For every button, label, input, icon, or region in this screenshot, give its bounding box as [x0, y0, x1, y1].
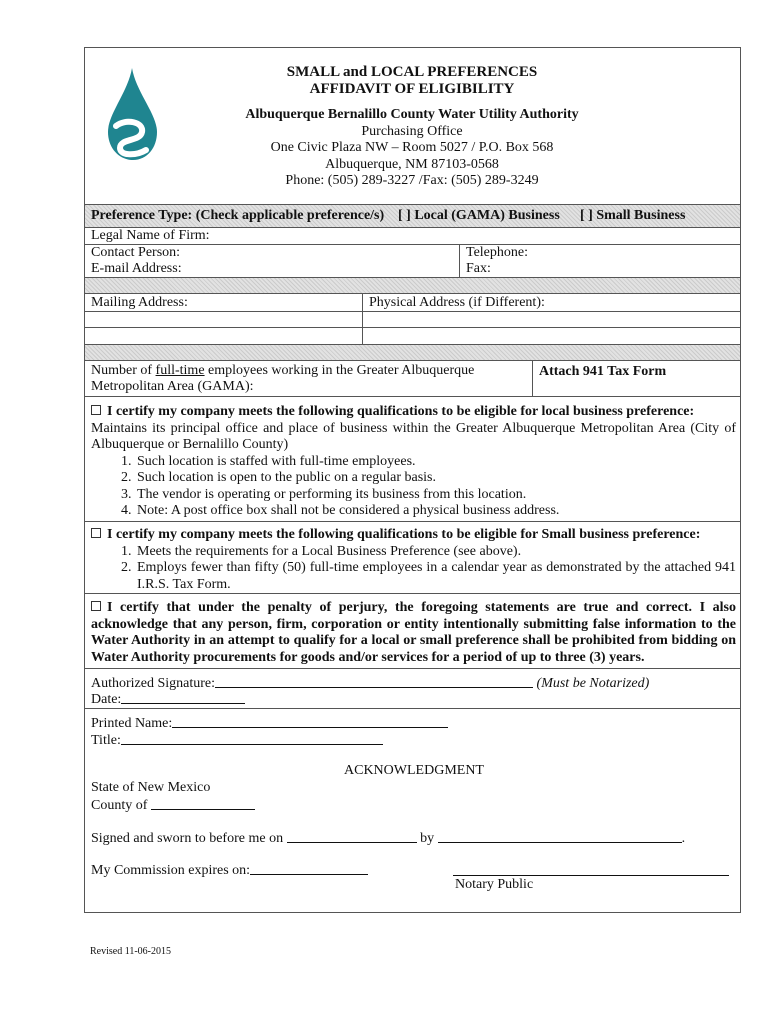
employees-label-line2: Metropolitan Area (GAMA):: [91, 379, 254, 394]
local-cert-item: 3. The vendor is operating or performing its business from this location.: [135, 487, 736, 504]
divider: [84, 244, 741, 245]
notary-public-label: Notary Public: [455, 877, 534, 892]
telephone-label: Telephone:: [466, 245, 528, 260]
small-business-checkbox[interactable]: [ ] Small Business: [580, 208, 686, 223]
small-cert-item: 2. Employs fewer than fifty (50) full-time employees in a calendar year as demonstrated by the attached 941 I.R.S. Tax Form.: [135, 560, 736, 593]
employees-label: Number of full-time employees working in the Greater Albuquerque: [91, 363, 475, 378]
printed-name-line[interactable]: [172, 714, 448, 728]
local-preference-certification: [91, 404, 736, 520]
divider: [84, 311, 741, 312]
divider: [84, 521, 741, 522]
divider: [84, 327, 741, 328]
divider: [84, 593, 741, 594]
spacer-row: [85, 278, 740, 293]
divider: [532, 360, 533, 396]
divider: [84, 293, 741, 294]
form-title-line2: AFFIDAVIT OF ELIGIBILITY: [309, 81, 515, 97]
office-name: Purchasing Office: [361, 124, 463, 139]
local-cert-heading: I certify my company meets the following qualifications to be eligible for local business preference:: [91, 404, 736, 421]
form-title-line1: SMALL and LOCAL PREFERENCES: [286, 64, 538, 80]
office-address: One Civic Plaza NW – Room 5027 / P.O. Box 568: [270, 140, 554, 155]
email-label: E-mail Address:: [91, 261, 182, 276]
perjury-statement: I certify that under the penalty of perjury, the foregoing statements are true and correct. I also acknowledge that any person, firm, corporation or entity intentionally submitting false information to the Water Authority in an attempt to qualify for a local or small preference shall be prohibited from bidding on Water Authority procurements for goods and/or services for a period of up to three (3) years.: [91, 600, 736, 665]
signed-sworn-field: Signed and sworn to before me on by .: [91, 831, 686, 846]
county-field: County of: [91, 796, 255, 814]
authorized-signature-field: Authorized Signature: (Must be Notarized): [91, 676, 650, 691]
divider: [84, 204, 741, 205]
perjury-checkbox[interactable]: [91, 601, 101, 611]
local-cert-item: 2. Such location is open to the public on a regular basis.: [135, 470, 736, 487]
county-line[interactable]: [151, 796, 255, 810]
divider: [84, 360, 741, 361]
legal-name-label: Legal Name of Firm:: [91, 228, 210, 243]
commission-field: My Commission expires on:: [91, 861, 368, 879]
contact-person-label: Contact Person:: [91, 245, 181, 260]
mailing-address-label: Mailing Address:: [91, 295, 188, 310]
notary-signature-line[interactable]: [453, 875, 729, 876]
commission-line[interactable]: [250, 861, 368, 875]
local-business-checkbox[interactable]: [ ] Local (GAMA) Business: [398, 208, 560, 223]
small-preference-certification: [91, 527, 736, 593]
state-label: State of New Mexico: [91, 780, 211, 795]
sworn-date-line[interactable]: [287, 829, 417, 843]
local-cert-item: 1. Such location is staffed with full-time employees.: [135, 454, 736, 471]
small-cert-item: 1. Meets the requirements for a Local Business Preference (see above).: [135, 544, 736, 561]
office-phone-fax: Phone: (505) 289-3227 /Fax: (505) 289-3249: [285, 173, 539, 188]
date-field: Date:: [91, 690, 245, 708]
title-field: Title:: [91, 731, 383, 749]
small-cert-heading: I certify my company meets the following qualifications to be eligible for Small business preference:: [91, 527, 736, 544]
local-cert-item: 4. Note: A post office box shall not be considered a physical business address.: [135, 503, 736, 520]
divider: [84, 396, 741, 397]
physical-address-label: Physical Address (if Different):: [369, 295, 545, 310]
office-city: Albuquerque, NM 87103-0568: [325, 157, 499, 172]
spacer-row: [85, 345, 740, 360]
acknowledgment-heading: ACKNOWLEDGMENT: [344, 763, 484, 778]
local-cert-intro: Maintains its principal office and place of business within the Greater Albuquerque Metropolitan Area (City of Albuquerque or Bernalillo County): [91, 420, 736, 452]
title-line[interactable]: [121, 731, 383, 745]
date-line[interactable]: [121, 690, 245, 704]
divider: [84, 708, 741, 709]
fax-label: Fax:: [466, 261, 491, 276]
signature-line[interactable]: [215, 674, 533, 688]
sworn-by-line[interactable]: [438, 829, 682, 843]
small-cert-checkbox[interactable]: [91, 528, 101, 538]
organization-name: Albuquerque Bernalillo County Water Utility Authority: [245, 107, 579, 122]
divider: [362, 293, 363, 344]
preference-type-label: Preference Type: (Check applicable preference/s): [91, 208, 385, 223]
local-cert-checkbox[interactable]: [91, 405, 101, 415]
divider: [459, 244, 460, 277]
printed-name-field: Printed Name:: [91, 714, 448, 732]
attach-941-note: Attach 941 Tax Form: [539, 364, 667, 379]
divider: [84, 668, 741, 669]
revision-date: Revised 11-06-2015: [90, 946, 172, 957]
